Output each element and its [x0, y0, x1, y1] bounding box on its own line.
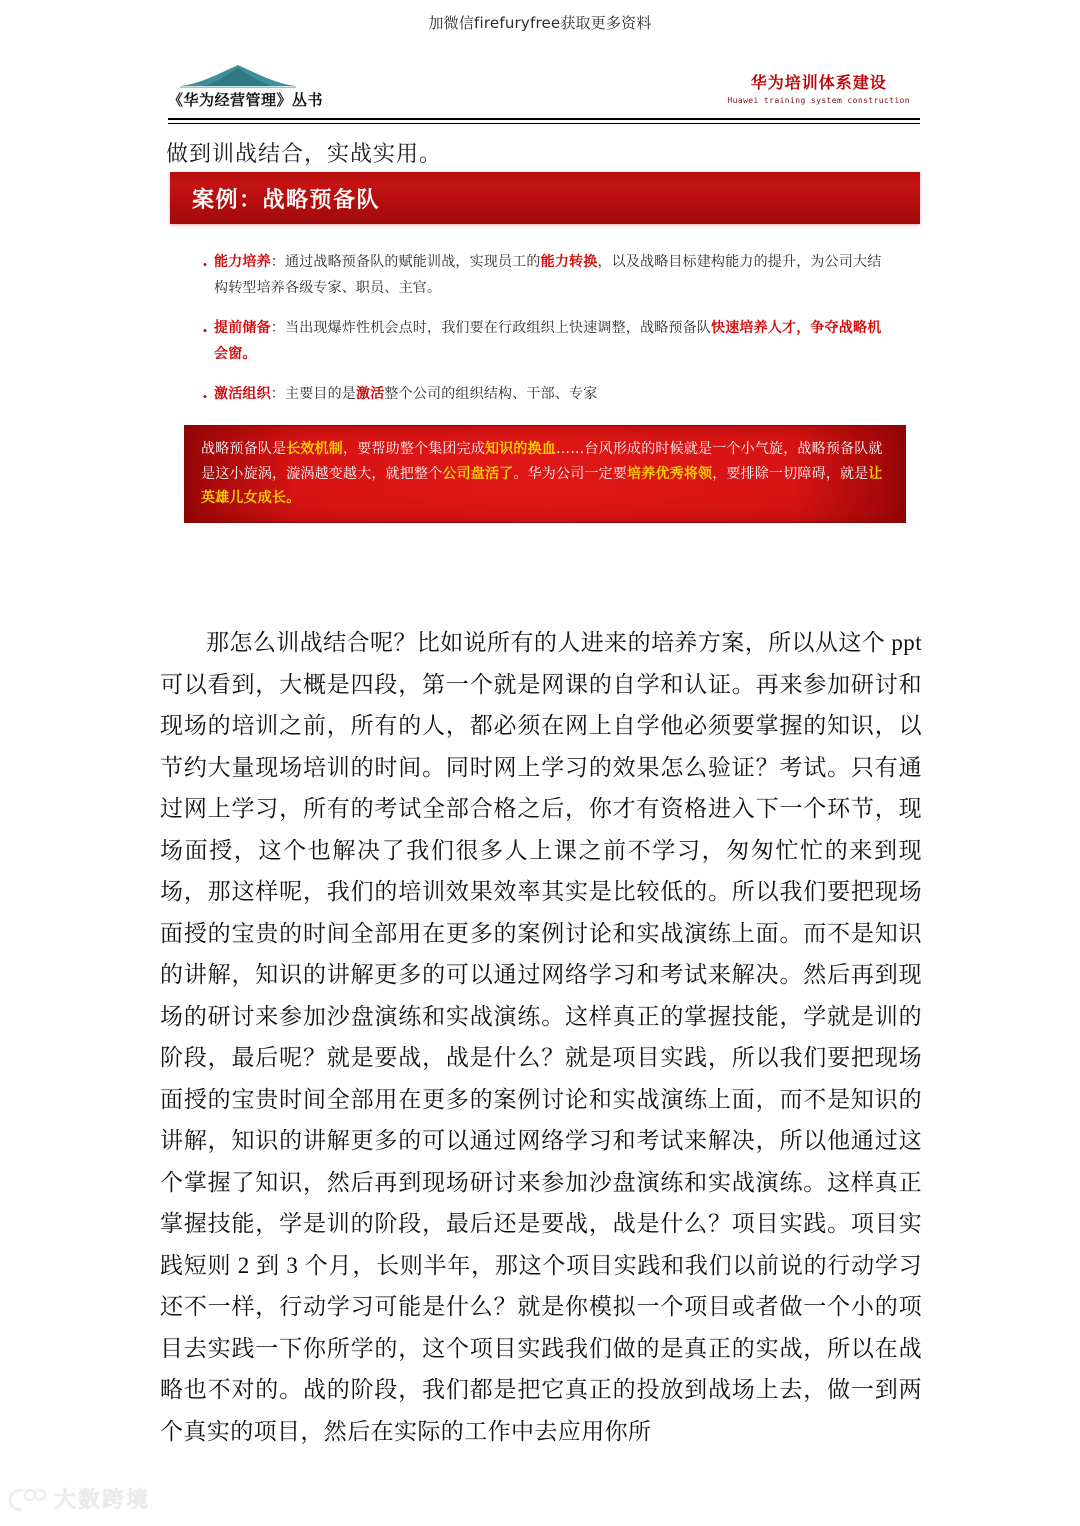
- text-segment: ：当出现爆炸性机会点时，我们要在行政组织上快速调整，战略预备队: [270, 319, 712, 336]
- header-left-brand: [168, 62, 428, 110]
- case-slide: [170, 172, 920, 547]
- text-segment: 培养优秀将领: [627, 465, 713, 482]
- header-divider-thick: [168, 118, 920, 120]
- slide-bullet-list: [170, 250, 920, 407]
- mountain-logo-icon: [178, 62, 298, 88]
- bullet-dot-icon: •: [202, 257, 208, 272]
- text-segment: 整个公司的组织结构、干部、专家: [384, 385, 598, 402]
- text-segment: 知识的换血: [485, 441, 557, 458]
- text-segment: 能力转换: [540, 254, 598, 270]
- text-segment: ：通过战略预备队的赋能训战，实现员工的: [270, 254, 541, 270]
- bullet-text: [214, 316, 890, 368]
- list-item: [196, 382, 890, 408]
- page-header: [168, 62, 920, 124]
- text-segment: ：主要目的是: [270, 385, 357, 402]
- header-right-brand: [727, 70, 910, 105]
- list-item: [196, 250, 890, 302]
- text-segment: 能力培养: [214, 254, 271, 270]
- header-divider-thin: [168, 123, 920, 124]
- text-segment: 激活组织: [214, 385, 271, 402]
- text-segment: ，要排除一切障碍，就是: [712, 465, 869, 482]
- bullet-dot-icon: •: [202, 388, 208, 404]
- red-quote-box: [184, 425, 906, 522]
- bullet-text: [214, 250, 890, 302]
- text-segment: ，以及战略目标建构能力的提升，为公司大结构转型培养各级专家、职员、主官。: [214, 254, 882, 296]
- text-segment: 长效机制: [286, 441, 344, 458]
- footer-watermark: [8, 1483, 150, 1514]
- slide-banner-title: 案例：战略预备队: [192, 187, 381, 213]
- quote-text: [201, 437, 889, 509]
- top-watermark-text: 加微信firefuryfree获取更多资料: [428, 14, 652, 32]
- header-series-label: 《华为经营管理》丛书: [168, 91, 324, 109]
- text-segment: 快速培养人才，争夺战略机会窗。: [214, 319, 882, 362]
- text-segment: 战略预备队是: [201, 441, 287, 458]
- text-segment: 激活: [356, 385, 385, 402]
- text-segment: ……台风形成的时候就是一个小气旋，战略预备队就是这小旋涡，漩涡越变越大，就把整个: [201, 441, 883, 482]
- text-segment: 。华为公司一定要: [513, 465, 628, 482]
- intro-line: 做到训战结合，实战实用。: [166, 141, 443, 166]
- slide-banner: [170, 172, 920, 224]
- list-item: [196, 316, 890, 368]
- text-segment: ，要帮助整个集团完成: [343, 441, 486, 458]
- body-paragraph: 那怎么训战结合呢？比如说所有的人进来的培养方案，所以从这个 ppt 可以看到，大概是四段，第一个就是网课的自学和认证。再来参加研讨和现场的培训之前，所有的人，都必须在网上自学他必须要掌握的知识，以节约大量现场培训的时间。同时网上学习的效果怎么验证？考试。只有通过网上学习，所有的考试全部合格之后，你才有资格进入下一个环节，现场面授，这个也解决了我们很多人上课之前不学习，匆匆忙忙的来到现场，那这样呢，我们的培训效果效率其实是比较低的。所以我们要把现场面授的宝贵的时间全部用在更多的案例讨论和实战演练上面。而不是知识的讲解，知识的讲解更多的可以通过网络学习和考试来解决。然后再到现场的研讨来参加沙盘演练和实战演练。这样真正的掌握技能，学就是训的阶段，最后呢？就是要战，战是什么？就是项目实践，所以我们要把现场面授的宝贵时间全部用在更多的案例讨论和实战演练上面，而不是知识的讲解，知识的讲解更多的可以通过网络学习和考试来解决，所以他通过这个掌握了知识，然后再到现场研讨来参加沙盘演练和实战演练。这样真正掌握技能，学是训的阶段，最后还是要战，战是什么？项目实践。项目实践短则 2 到 3 个月，长则半年，那这个项目实践和我们以前说的行动学习还不一样，行动学习可能是什么？就是你模拟一个项目或者做一个小的项目去实践一下你所学的，这个项目实践我们做的是真正的实战，所以在战略也不对的。战的阶段，我们都是把它真正的投放到战场上去，做一到两个真实的项目，然后在实际的工作中去应用你所: [160, 630, 922, 1444]
- bullet-text: [214, 382, 890, 408]
- brand-logo-icon: [8, 1486, 48, 1512]
- text-segment: 提前储备: [214, 319, 271, 336]
- footer-watermark-text: 大数跨境: [54, 1488, 151, 1513]
- bullet-dot-icon: •: [202, 322, 208, 338]
- header-title-cn: 华为培训体系建设: [750, 73, 887, 92]
- header-title-en: Huawei training system construction: [727, 96, 910, 105]
- text-segment: 让英雄儿女成长。: [201, 465, 883, 506]
- text-segment: 公司盘活了: [442, 465, 514, 482]
